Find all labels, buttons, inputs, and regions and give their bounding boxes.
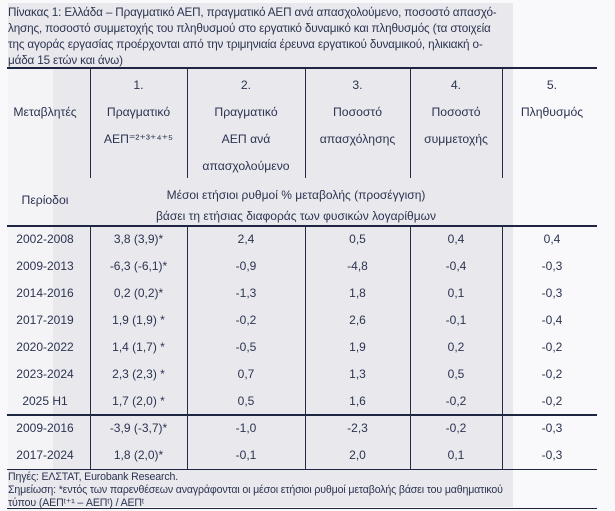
column-header-3 — [305, 68, 410, 153]
column-header-line: ΑΕΠ⁼²⁺³⁺⁴⁺⁵ — [103, 132, 174, 146]
column-header-line: Πληθυσμός — [520, 105, 584, 119]
table-cell: -0,1 — [445, 313, 467, 327]
table-cell: -0,2 — [445, 394, 467, 408]
table-cell: -1,0 — [235, 421, 257, 435]
table-footnotes — [8, 471, 593, 511]
table-cell: 0,4 — [447, 232, 465, 246]
column-header-4 — [410, 68, 502, 153]
table-row — [0, 442, 615, 469]
table-row — [0, 307, 615, 334]
table-cell: 0,2 — [447, 340, 465, 354]
caption-line: λησης, ποσοστό συμμετοχής του πληθυσμού στο εργατικό δυναμικό και πληθυσμός (τα στοιχεία — [8, 22, 491, 35]
table-cell: 2,0 — [349, 448, 366, 462]
column-header-line: Πραγματικό — [106, 105, 171, 119]
table-cell: 1,4 (1,7) * — [112, 340, 165, 354]
row-period-label: 2014-2016 — [16, 286, 74, 300]
table-cell: 1,9 — [349, 340, 366, 354]
row-period-label: 2002-2008 — [16, 232, 74, 246]
merged-subheader-line: Μέσοι ετήσιοι ρυθμοί % μεταβολής (προσέγγιση) — [166, 188, 426, 202]
caption-line: Πίνακας 1: Ελλάδα – Πραγματικό ΑΕΠ, πραγματικό ΑΕΠ ανά απασχολούμενο, ποσοστό απασχό- — [8, 6, 497, 19]
column-header-line: Ποσοστό — [431, 105, 481, 119]
caption-line: της αγοράς εργασίας προέρχονται από την τριμηνιαία έρευνα εργατικού δυναμικού, ηλικιακή ο- — [8, 38, 483, 51]
note-line: τύπου (ΑΕΠᵗ⁺¹ – ΑΕΠᵗ) / ΑΕΠᵗ — [8, 497, 145, 510]
table-row — [0, 226, 615, 253]
column-header-line: συμμετοχής — [424, 132, 488, 146]
column-header-line: απασχόλησης — [319, 132, 396, 146]
table-cell: -0,2 — [445, 421, 467, 435]
table-row — [0, 361, 615, 388]
merged-subheader — [90, 185, 502, 226]
table-cell: 2,3 (2,3) * — [112, 367, 165, 381]
column-header-line: ΑΕΠ ανά — [221, 132, 271, 146]
column-number — [0, 72, 90, 99]
column-number: 4. — [450, 78, 462, 92]
table-cell: 2,4 — [237, 232, 255, 246]
table-row — [0, 280, 615, 307]
column-header-5 — [502, 68, 602, 126]
row-period-label: 2009-2013 — [16, 259, 74, 273]
table-cell: -0,4 — [541, 313, 563, 327]
row-period-label: 2025 H1 — [22, 394, 68, 408]
table-cell: 0,4 — [543, 232, 561, 246]
table-cell: 3,8 (3,9)* — [113, 232, 164, 246]
table-cell: 0,5 — [447, 367, 465, 381]
table-cell: 1,8 (2,0)* — [113, 448, 164, 462]
caption-line: μάδα 15 ετών και άνω) — [8, 54, 123, 67]
column-header-line: Πραγματικό — [214, 105, 278, 119]
column-header-0 — [0, 68, 90, 126]
table-cell: 1,8 — [349, 286, 366, 300]
table-cell: -0,2 — [541, 340, 563, 354]
table-cell: -1,3 — [235, 286, 257, 300]
table-cell: 0,7 — [237, 367, 255, 381]
table-cell: 0,1 — [447, 286, 465, 300]
table-row — [0, 388, 615, 415]
table-row — [0, 253, 615, 280]
table-cell: -0,4 — [445, 259, 467, 273]
column-header-1 — [90, 68, 187, 153]
sources-line: Πηγές: ΕΛΣΤΑΤ, Eurobank Research. — [8, 471, 179, 483]
row-period-label: 2020-2022 — [16, 340, 74, 354]
table-cell: -0,2 — [235, 313, 257, 327]
column-number: 5. — [546, 78, 558, 92]
table-cell: -0,2 — [541, 367, 563, 381]
table-cell: 1,9 (1,9) * — [112, 313, 165, 327]
row-period-label: 2017-2019 — [16, 313, 74, 327]
table-cell: -4,8 — [347, 259, 368, 273]
table-cell: -0,2 — [541, 394, 563, 408]
table-cell: -0,9 — [235, 259, 257, 273]
table-cell: -0,3 — [541, 259, 563, 273]
table-cell: 1,6 — [349, 394, 366, 408]
row-period-label: 2023-2024 — [16, 367, 74, 381]
table-cell: 1,3 — [349, 367, 366, 381]
column-number: 1. — [133, 78, 144, 92]
table-cell: -0,5 — [235, 340, 257, 354]
table-caption — [8, 5, 568, 69]
column-header-line: Μεταβλητές — [13, 105, 77, 119]
table-cell: -0,1 — [235, 448, 257, 462]
row-period-label: 2017-2024 — [16, 448, 74, 462]
table-cell: -3,9 (-3,7)* — [109, 421, 168, 435]
row-period-label: 2009-2016 — [16, 421, 74, 435]
column-number: 2. — [240, 78, 252, 92]
table-cell: 0,5 — [237, 394, 255, 408]
column-header-line: απασχολούμενο — [202, 159, 290, 173]
merged-subheader-line: βάσει τη ετήσιας διαφοράς των φυσικών λογαρίθμων — [156, 208, 436, 223]
table-cell: 1,7 (2,0) * — [112, 394, 165, 408]
table-row — [0, 334, 615, 361]
table-cell: 0,1 — [447, 448, 465, 462]
table-cell: 0,5 — [349, 232, 366, 246]
table-cell: -0,3 — [541, 286, 563, 300]
column-number: 3. — [352, 78, 363, 92]
column-header-line: Ποσοστό — [333, 105, 382, 119]
table-cell: -6,3 (-6,1)* — [109, 259, 168, 273]
table-cell: -2,3 — [347, 421, 368, 435]
table-cell: -0,3 — [541, 421, 563, 435]
table-cell: -0,3 — [541, 448, 563, 462]
note-line: Σημείωση: *εντός των παρενθέσεων αναγράφονται οι μέσοι ετήσιοι ρυθμοί μεταβολής βάσει του μαθηματικού — [8, 484, 503, 497]
table-cell: 0,2 (0,2)* — [113, 286, 164, 300]
periods-header: Περίοδοι — [21, 193, 69, 207]
table-row — [0, 415, 615, 442]
column-header-2 — [187, 68, 305, 180]
table-cell: 2,6 — [349, 313, 366, 327]
